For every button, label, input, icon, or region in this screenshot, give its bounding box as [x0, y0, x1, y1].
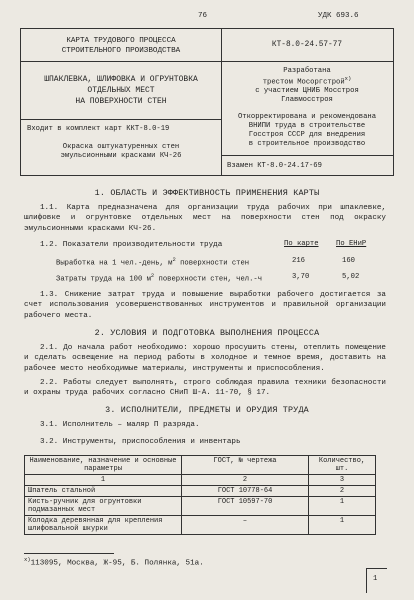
paragraph-1-2: 1.2. Показатели производительности труда: [40, 241, 223, 249]
table-header-row: [25, 456, 376, 475]
card-title-line: КАРТА ТРУДОВОГО ПРОЦЕССА: [66, 37, 176, 45]
footnote-marker: х): [344, 75, 352, 82]
table-header-cell: Наименование, назначение и основные параметры: [25, 456, 182, 475]
tool-gost: –: [182, 516, 309, 535]
labor-by-card: 3,70: [292, 273, 310, 281]
table-row: [25, 516, 376, 535]
tool-gost: ГОСТ 10778-64: [182, 486, 309, 497]
table-row: [25, 497, 376, 516]
indicator-output-suffix: поверхности стен: [175, 259, 250, 268]
painting-method: [21, 143, 221, 161]
footnote: [24, 557, 204, 569]
footnote-text: 113095, Москва, Ж-95, Б. Полянка, 51а.: [30, 559, 204, 568]
udk-code: УДК 693.6: [318, 12, 359, 20]
paragraph-1-3: 1.3. Снижение затрат труда и повышение выработки рабочего достигается за счет использования усовершенствованных инструментов и правильной организации рабочего места.: [24, 291, 386, 320]
card-title: [21, 37, 221, 57]
output-by-card: 216: [292, 257, 305, 265]
indicator-output: [56, 257, 276, 268]
work-title: [21, 75, 221, 107]
paragraph-2-2: 2.2. Работы следует выполнять, строго соблюдая правила техники безопасности и охраны труда рабочих согласно СНиП Ш-А. 11-70, § 17.: [24, 379, 386, 398]
tools-table: [24, 455, 376, 535]
indicator-labor-suffix: поверхности стен, чел.-ч: [154, 275, 263, 284]
developed-line: Главмосстроя: [281, 96, 333, 105]
labor-by-enir: 5,02: [342, 273, 360, 281]
approved-line: ВНИПИ труда в строительстве: [248, 122, 366, 130]
column-number: 3: [309, 475, 376, 486]
tool-qty: 2: [309, 486, 376, 497]
indicator-labor-label: Затраты труда на 100 м: [56, 275, 151, 284]
superscript: 2: [172, 256, 176, 263]
col-by-enir: По ЕНиР: [336, 240, 367, 248]
table-header-cell: Количество, шт.: [309, 456, 376, 475]
included-in: Входит в комплект карт ККТ-8.0-19: [27, 125, 170, 133]
card-title-line: СТРОИТЕЛЬНОГО ПРОИЗВОДСТВА: [61, 46, 181, 55]
tool-name: Шпатель стальной: [25, 486, 182, 497]
column-number: 2: [182, 475, 309, 486]
work-title-line: НА ПОВЕРХНОСТИ СТЕН: [75, 96, 167, 106]
header-table: [20, 28, 394, 176]
section-3-title: 3. ИСПОЛНИТЕЛИ, ПРЕДМЕТЫ И ОРУДИЯ ТРУДА: [105, 405, 309, 415]
output-by-enir: 160: [342, 257, 355, 265]
section-1-title: 1. ОБЛАСТЬ И ЭФФЕКТИВНОСТЬ ПРИМЕНЕНИЯ КАРТЫ: [94, 188, 320, 198]
header-rule: [21, 119, 221, 120]
indicator-output-label: Выработка на 1 чел.-день, м: [56, 259, 173, 268]
developed-by: [221, 67, 393, 105]
header-rule: [21, 61, 221, 62]
footnote-marker: х): [24, 556, 31, 563]
approved-line: в строительное производство: [248, 140, 366, 148]
indicator-labor: [56, 273, 286, 284]
header-rule: [221, 155, 393, 156]
approved-line: Откорректирована и рекомендована: [237, 113, 377, 121]
painting-line: эмульсионными красками КЧ-26: [60, 152, 182, 160]
table-number-row: [25, 475, 376, 486]
tool-qty: 1: [309, 497, 376, 516]
card-code: КТ-8.0-24.57-77: [271, 41, 343, 49]
painting-line: Окраска оштукатуренных стен: [62, 143, 180, 151]
corner-number: 1: [373, 575, 378, 583]
tool-name: Кисть-ручник для огрунтовки подмазанных мест: [25, 497, 182, 516]
page-number: 76: [198, 12, 208, 20]
approved-line: Госстроя СССР для внедрения: [248, 131, 366, 139]
table-row: [25, 486, 376, 497]
tool-qty: 1: [309, 516, 376, 535]
replaces-card: Взамен КТ-8.0-24.17-69: [227, 162, 322, 170]
paragraph-1-1: 1.1. Карта предназначена для организации труда рабочих при шпаклевке, шлифовке и огрунтовке отдельных мест на поверхности стен под окраску эмульсионными красками КЧ-26.: [24, 204, 386, 233]
section-2-title: 2. УСЛОВИЯ И ПОДГОТОВКА ВЫПОЛНЕНИЯ ПРОЦЕССА: [94, 328, 320, 338]
col-by-card: По карте: [284, 240, 319, 248]
footnote-rule: [24, 553, 114, 554]
tool-name: Колодка деревянная для крепления шлифовальной шкурки: [25, 516, 182, 535]
paragraph-3-2: 3.2. Инструменты, приспособления и инвентарь: [40, 438, 241, 446]
developed-line: с участием ЦНИБ Мосстроя: [255, 87, 359, 96]
work-title-line: ШПАКЛЕВКА, ШЛИФОВКА И ОГРУНТОВКА: [44, 75, 198, 84]
column-number: 1: [25, 475, 182, 486]
paragraph-3-1: 3.1. Исполнитель – маляр П разряда.: [40, 421, 200, 429]
header-rule: [221, 61, 393, 62]
paragraph-2-1: 2.1. До начала работ необходимо: хорошо просушить стены, отеплить помещение и сделать освещение на период работы в холодное и темное время, доставить на рабочее место необходимые материалы, инструменты и приспособления.: [24, 344, 386, 373]
tool-gost: ГОСТ 10597-70: [182, 497, 309, 516]
table-header-cell: ГОСТ, № чертежа: [182, 456, 309, 475]
work-title-line: ОТДЕЛЬНЫХ МЕСТ: [87, 85, 155, 95]
developed-line: трестом Мосоргстрой: [262, 78, 345, 87]
developed-line: Разработана: [283, 67, 331, 75]
approved-by: [221, 113, 393, 149]
superscript: 2: [150, 272, 155, 279]
